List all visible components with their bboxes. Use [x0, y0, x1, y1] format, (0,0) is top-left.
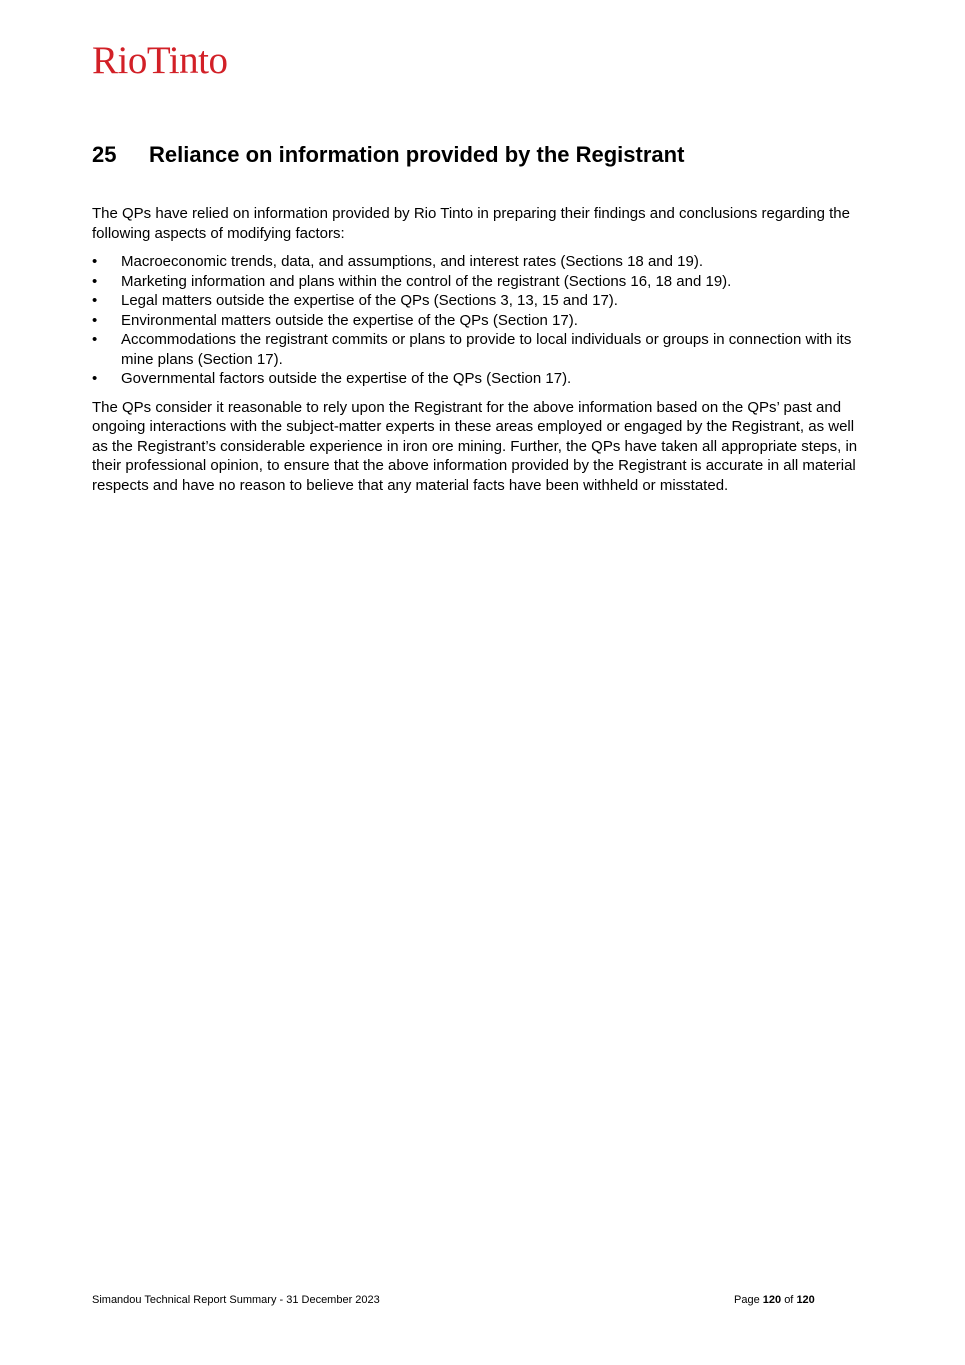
list-item-text: Marketing information and plans within the control of the registrant (Sections 16, 18 and 19).	[121, 272, 732, 290]
bullet-icon: •	[92, 311, 98, 329]
bullet-icon: •	[92, 253, 98, 270]
list-item-text: Environmental matters outside the expertise of the QPs (Section 17).	[121, 311, 578, 329]
list-item-text: Macroeconomic trends, data, and assumptions, and interest rates (Sections 18 and 19).	[121, 253, 703, 270]
list-item	[92, 311, 864, 331]
list-item-text: Accommodations the registrant commits or plans to provide to local individuals or groups in connection with its mine plans (Section 17).	[121, 331, 852, 368]
page-current: 120	[762, 1294, 782, 1306]
bullet-icon: •	[92, 272, 98, 290]
bullet-icon: •	[92, 370, 98, 387]
footer-page-number	[734, 1293, 815, 1307]
page-of: of	[784, 1294, 794, 1306]
list-item-text: Governmental factors outside the expertise of the QPs (Section 17).	[121, 370, 572, 387]
section-title: Reliance on information provided by the Registrant	[149, 142, 685, 167]
list-item	[92, 272, 864, 292]
list-item	[92, 330, 864, 369]
list-item	[92, 291, 864, 311]
section-heading	[92, 140, 684, 170]
section-number: 25	[92, 142, 117, 167]
bullet-list	[92, 252, 864, 389]
page-label: Page	[734, 1294, 760, 1306]
rio-tinto-logo: RioTinto	[92, 39, 228, 82]
footer-document-title: Simandou Technical Report Summary - 31 December 2023	[92, 1294, 380, 1306]
list-item-text: Legal matters outside the expertise of the QPs (Sections 3, 13, 15 and 17).	[121, 292, 618, 309]
bullet-icon: •	[92, 331, 98, 348]
list-item	[92, 369, 864, 389]
closing-paragraph: The QPs consider it reasonable to rely upon the Registrant for the above information based on the QPs’ past and ongoing interactions with the subject-matter experts in these areas employed or engaged by the Registrant, as well as the Registrant’s considerable experience in iron ore mining. Further, the QPs have taken all appropriate steps, in their professional opinion, to ensure that the above information provided by the Registrant is accurate in all material respects and have no reason to believe that any material facts have been withheld or misstated.	[92, 398, 858, 494]
bullet-icon: •	[92, 292, 98, 309]
intro-paragraph: The QPs have relied on information provided by Rio Tinto in preparing their findings and conclusions regarding the following aspects of modifying factors:	[92, 205, 850, 242]
list-item	[92, 252, 864, 272]
page-total: 120	[796, 1294, 815, 1306]
section-body	[92, 204, 864, 495]
